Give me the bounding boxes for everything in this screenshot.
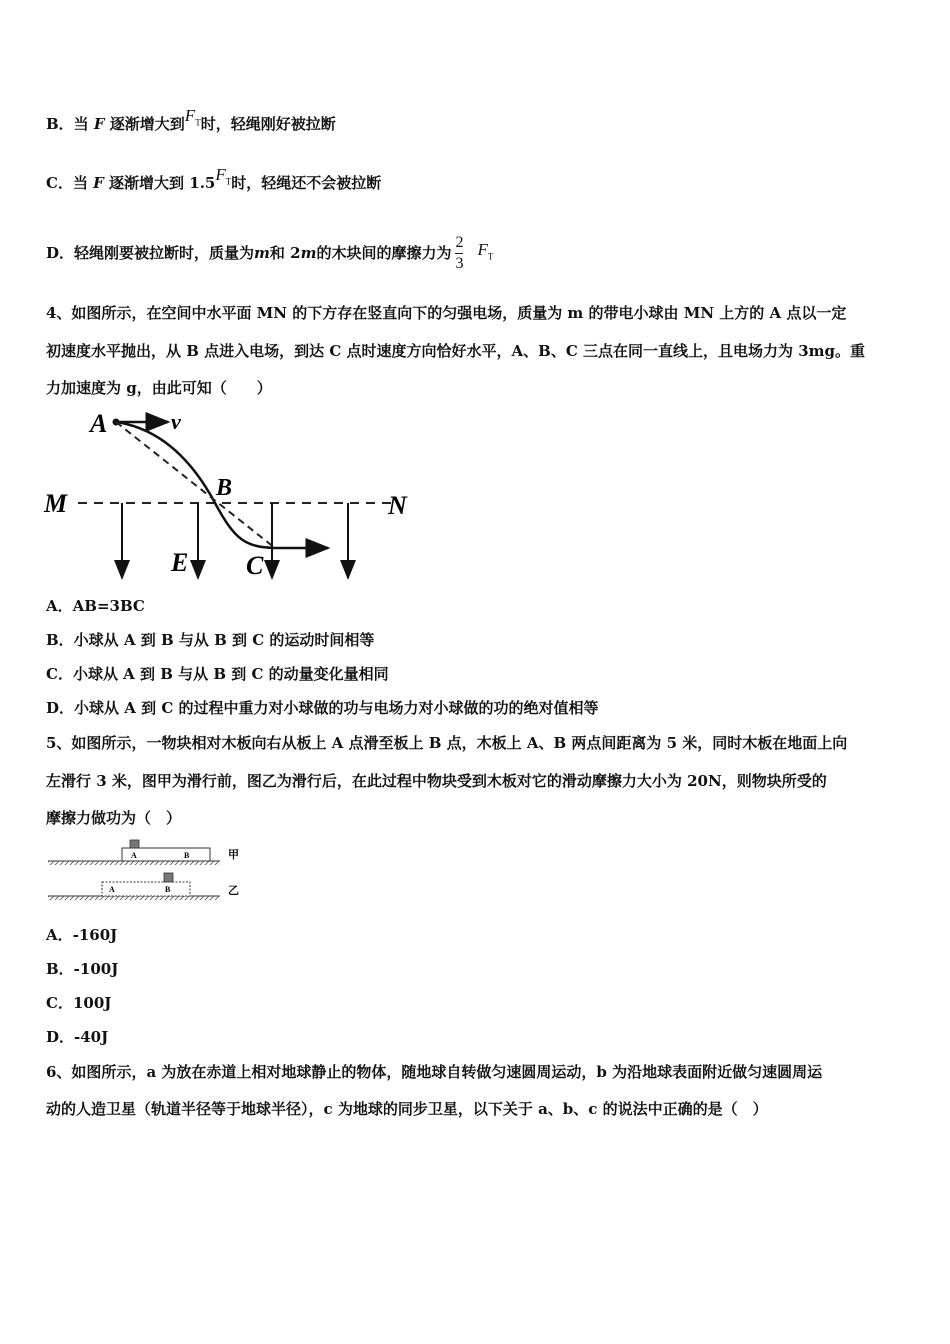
q4-stem-line-2: 初速度水平抛出，从 B 点进入电场，到达 C 点时速度方向恰好水平，A、B、C 三点在同一直线上，且电场力为 3mg。重 — [46, 342, 866, 360]
svg-text:B: B — [165, 885, 171, 894]
ft-symbol: $F_T$ — [215, 165, 232, 187]
block-yi — [164, 873, 173, 882]
q4-figure — [40, 405, 420, 590]
q4-option-d: D．小球从 A 到 C 的过程中重力对小球做的功与电场力对小球做的功的绝对值相等 — [46, 699, 599, 717]
svg-text:A: A — [131, 851, 137, 860]
q5-option-a: A．-160J — [46, 926, 118, 944]
label-c: C — [246, 551, 264, 580]
label-v: v — [171, 409, 181, 434]
label-jia: 甲 — [228, 849, 239, 861]
label-m: M — [44, 489, 68, 518]
q3-option-c: C．当 F 逐渐增大到 $1.5F_T$时，轻绳还不会被拉断 — [46, 165, 382, 192]
q4-stem-line-3: 力加速度为 g，由此可知（ ） — [46, 379, 272, 397]
q6-stem-line-2: 动的人造卫星（轨道半径等于地球半径），c 为地球的同步卫星，以下关于 a、b、c 的说法中正确的是（ ） — [46, 1100, 768, 1118]
ground-hatch — [48, 861, 220, 865]
label-n: N — [388, 491, 407, 520]
board-yi — [102, 882, 190, 896]
q5-option-d: D．-40J — [46, 1028, 109, 1046]
svg-text:B: B — [184, 851, 190, 860]
q4-option-a: A．AB=3BC — [46, 597, 145, 615]
abc-dashed-line — [116, 422, 275, 548]
q4-option-b: B．小球从 A 到 B 与从 B 到 C 的运动时间相等 — [46, 631, 375, 649]
q5-option-c: C．100J — [46, 994, 112, 1012]
svg-text:A: A — [109, 885, 115, 894]
q5-stem-line-2: 左滑行 3 米，图甲为滑行前，图乙为滑行后，在此过程中物块受到木板对它的滑动摩擦力大小为 20N，则物块所受的 — [46, 772, 827, 790]
q5-stem-line-3: 摩擦力做功为（ ） — [46, 809, 182, 827]
ft-symbol: $F_T$ — [184, 106, 201, 128]
q4-stem-line-1: 4、如图所示，在空间中水平面 MN 的下方存在竖直向下的匀强电场，质量为 m 的带电小球由 MN 上方的 A 点以一定 — [46, 304, 847, 322]
ft-symbol: $F_T$ — [477, 239, 494, 262]
label-e: E — [171, 548, 189, 577]
q5-stem-line-1: 5、如图所示，一物块相对木板向右从板上 A 点滑至板上 B 点，木板上 A、B 两点间距离为 5 米，同时木板在地面上向 — [46, 734, 848, 752]
q3-option-b: B．当 F 逐渐增大到$F_T$时，轻绳刚好被拉断 — [46, 106, 336, 133]
q3-option-d: D．轻绳刚要被拉断时，质量为 m 和 2 m 的木块间的摩擦力为 $\frac{2}{3}$ $F_T$ — [46, 233, 494, 272]
q5-option-b: B．-100J — [46, 960, 119, 978]
q4-option-c: C．小球从 A 到 B 与从 B 到 C 的动量变化量相同 — [46, 665, 389, 683]
label-b: B — [216, 475, 233, 501]
q5-figure — [44, 836, 254, 906]
label-a: A — [90, 409, 108, 438]
block-jia — [130, 840, 139, 848]
fraction-two-thirds: $\frac{2}{3}$ — [455, 233, 464, 272]
ground-hatch — [48, 896, 220, 900]
label-yi: 乙 — [228, 885, 239, 897]
q6-stem-line-1: 6、如图所示，a 为放在赤道上相对地球静止的物体，随地球自转做匀速圆周运动，b 为沿地球表面附近做匀速圆周运 — [46, 1063, 823, 1081]
